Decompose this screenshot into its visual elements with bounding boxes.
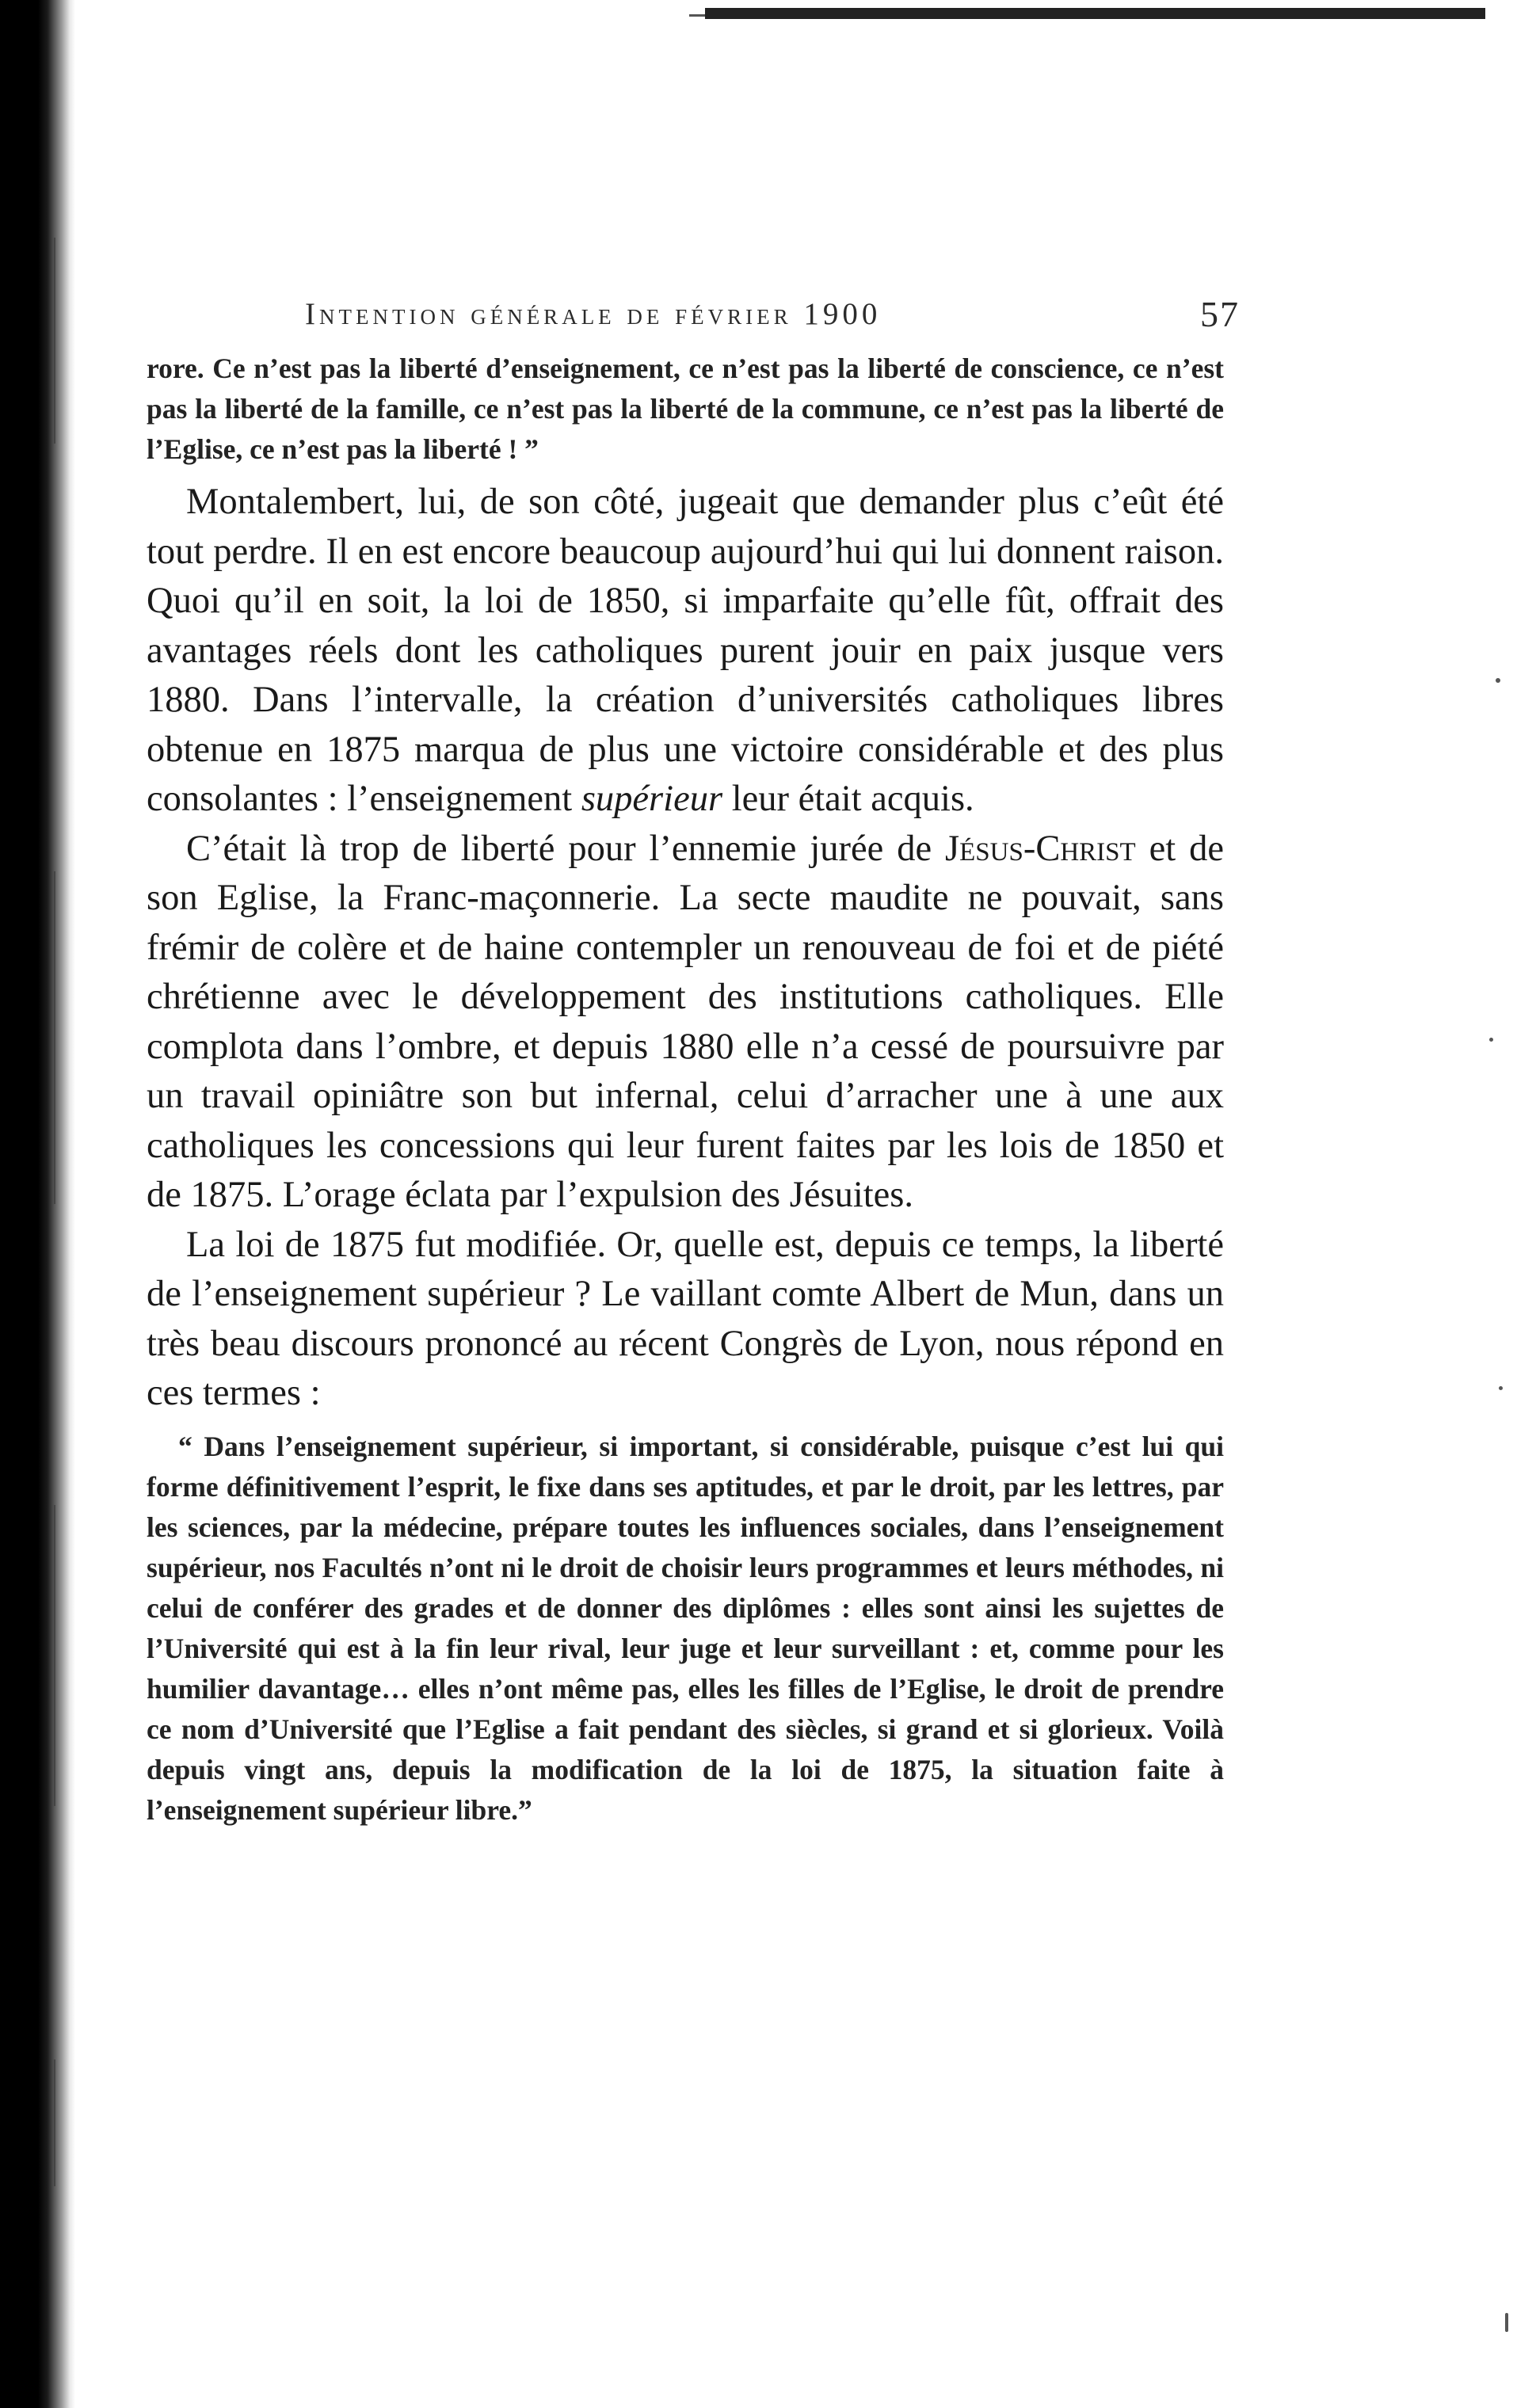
- paragraph-text: et de son Eglise, la Franc-maçonnerie. La secte maudite ne pouvait, sans frémir de colère et de haine contempler un renouveau de foi et de piété chrétienne avec le développement des institutions catholiques. Elle complota dans l’ombre, et depuis 1880 elle n’a cessé de poursuivre par un travail opiniâtre son but infernal, celui d’arracher une à une aux catholiques les concessions qui leur furent faites par les lois de 1850 et de 1875. L’orage éclata par l’expulsion des Jésuites.: [147, 828, 1225, 1215]
- binding-mark: [54, 1505, 55, 1806]
- binding-shadow: [0, 0, 75, 2408]
- continued-quotation: rore. Ce n’est pas la liberté d’enseignement, ce n’est pas la liberté de conscience, ce n’est pas la liberté de la famille, ce n’est pas la liberté de la commune, ce n’est pas la liberté de l’Eglise, ce n’est pas la liberté ! ”: [147, 352, 1224, 465]
- running-head: [147, 285, 1240, 349]
- paragraph-loi-1875: La loi de 1875 fut modifiée. Or, quelle est, depuis ce temps, la liberté de l’enseignement supérieur ? Le vaillant comte Albert de Mun, dans un très beau discours prononcé au récent Congrès de Lyon, nous répond en ces termes :: [147, 1224, 1224, 1413]
- top-edge-bar: [705, 8, 1485, 19]
- paragraph-text: C’était là trop de liberté pour l’ennemie jurée de: [186, 828, 932, 869]
- paragraph-text: leur était acquis.: [731, 779, 974, 819]
- paragraph-montalembert: [147, 478, 1224, 825]
- paragraph-franc-maconnerie: [147, 825, 1224, 1221]
- margin-speck: [1489, 1038, 1493, 1042]
- margin-speck: [1505, 2313, 1508, 2332]
- italic-word: supérieur: [581, 779, 723, 819]
- margin-speck: [1499, 1386, 1503, 1390]
- quotation-de-mun: “ Dans l’enseignement supérieur, si important, si considérable, puisque c’est lui qui forme définitivement l’esprit, le fixe dans ses aptitudes, et par le droit, par les lettres, par les sciences, par la médecine, prépare toutes les influences sociales, dans l’enseignement supérieur, nos Facultés n’ont ni le droit de choisir leurs programmes et leurs méthodes, ni celui de conférer des grades et de donner des diplômes : elles sont ainsi les sujettes de l’Université qui est à la fin leur rival, leur juge et leur surveillant : et, comme pour les humilier davantage… elles n’ont même pas, elles les filles de l’Eglise, le droit de prendre ce nom d’Université que l’Eglise a fait pendant des siècles, si grand et si glorieux. Voilà depuis vingt ans, depuis la modification de la loi de 1875, la situation faite à l’enseignement supérieur libre.”: [147, 1430, 1224, 1826]
- margin-speck: [1496, 678, 1500, 683]
- binding-mark: [54, 2059, 55, 2186]
- paragraph-text: Montalembert, lui, de son côté, jugeait que demander plus c’eût été tout perdre. Il en est encore beaucoup aujourd’hui qui lui donnent raison. Quoi qu’il en soit, la loi de 1850, si imparfaite qu’elle fût, offrait des avantages réels dont les catholiques purent jouir en paix jusque vers 1880. Dans l’intervalle, la création d’universités catholiques libres obtenue en 1875 marqua de plus une victoire considérable et des plus consolantes : l’enseignement: [147, 482, 1224, 819]
- book-page: [147, 285, 1240, 1831]
- small-caps-name: Jésus-Christ: [945, 828, 1136, 869]
- running-head-title: Intention générale de février 1900: [305, 297, 882, 331]
- binding-mark: [54, 871, 55, 1204]
- binding-mark: [54, 238, 55, 444]
- page-number: 57: [1200, 294, 1240, 334]
